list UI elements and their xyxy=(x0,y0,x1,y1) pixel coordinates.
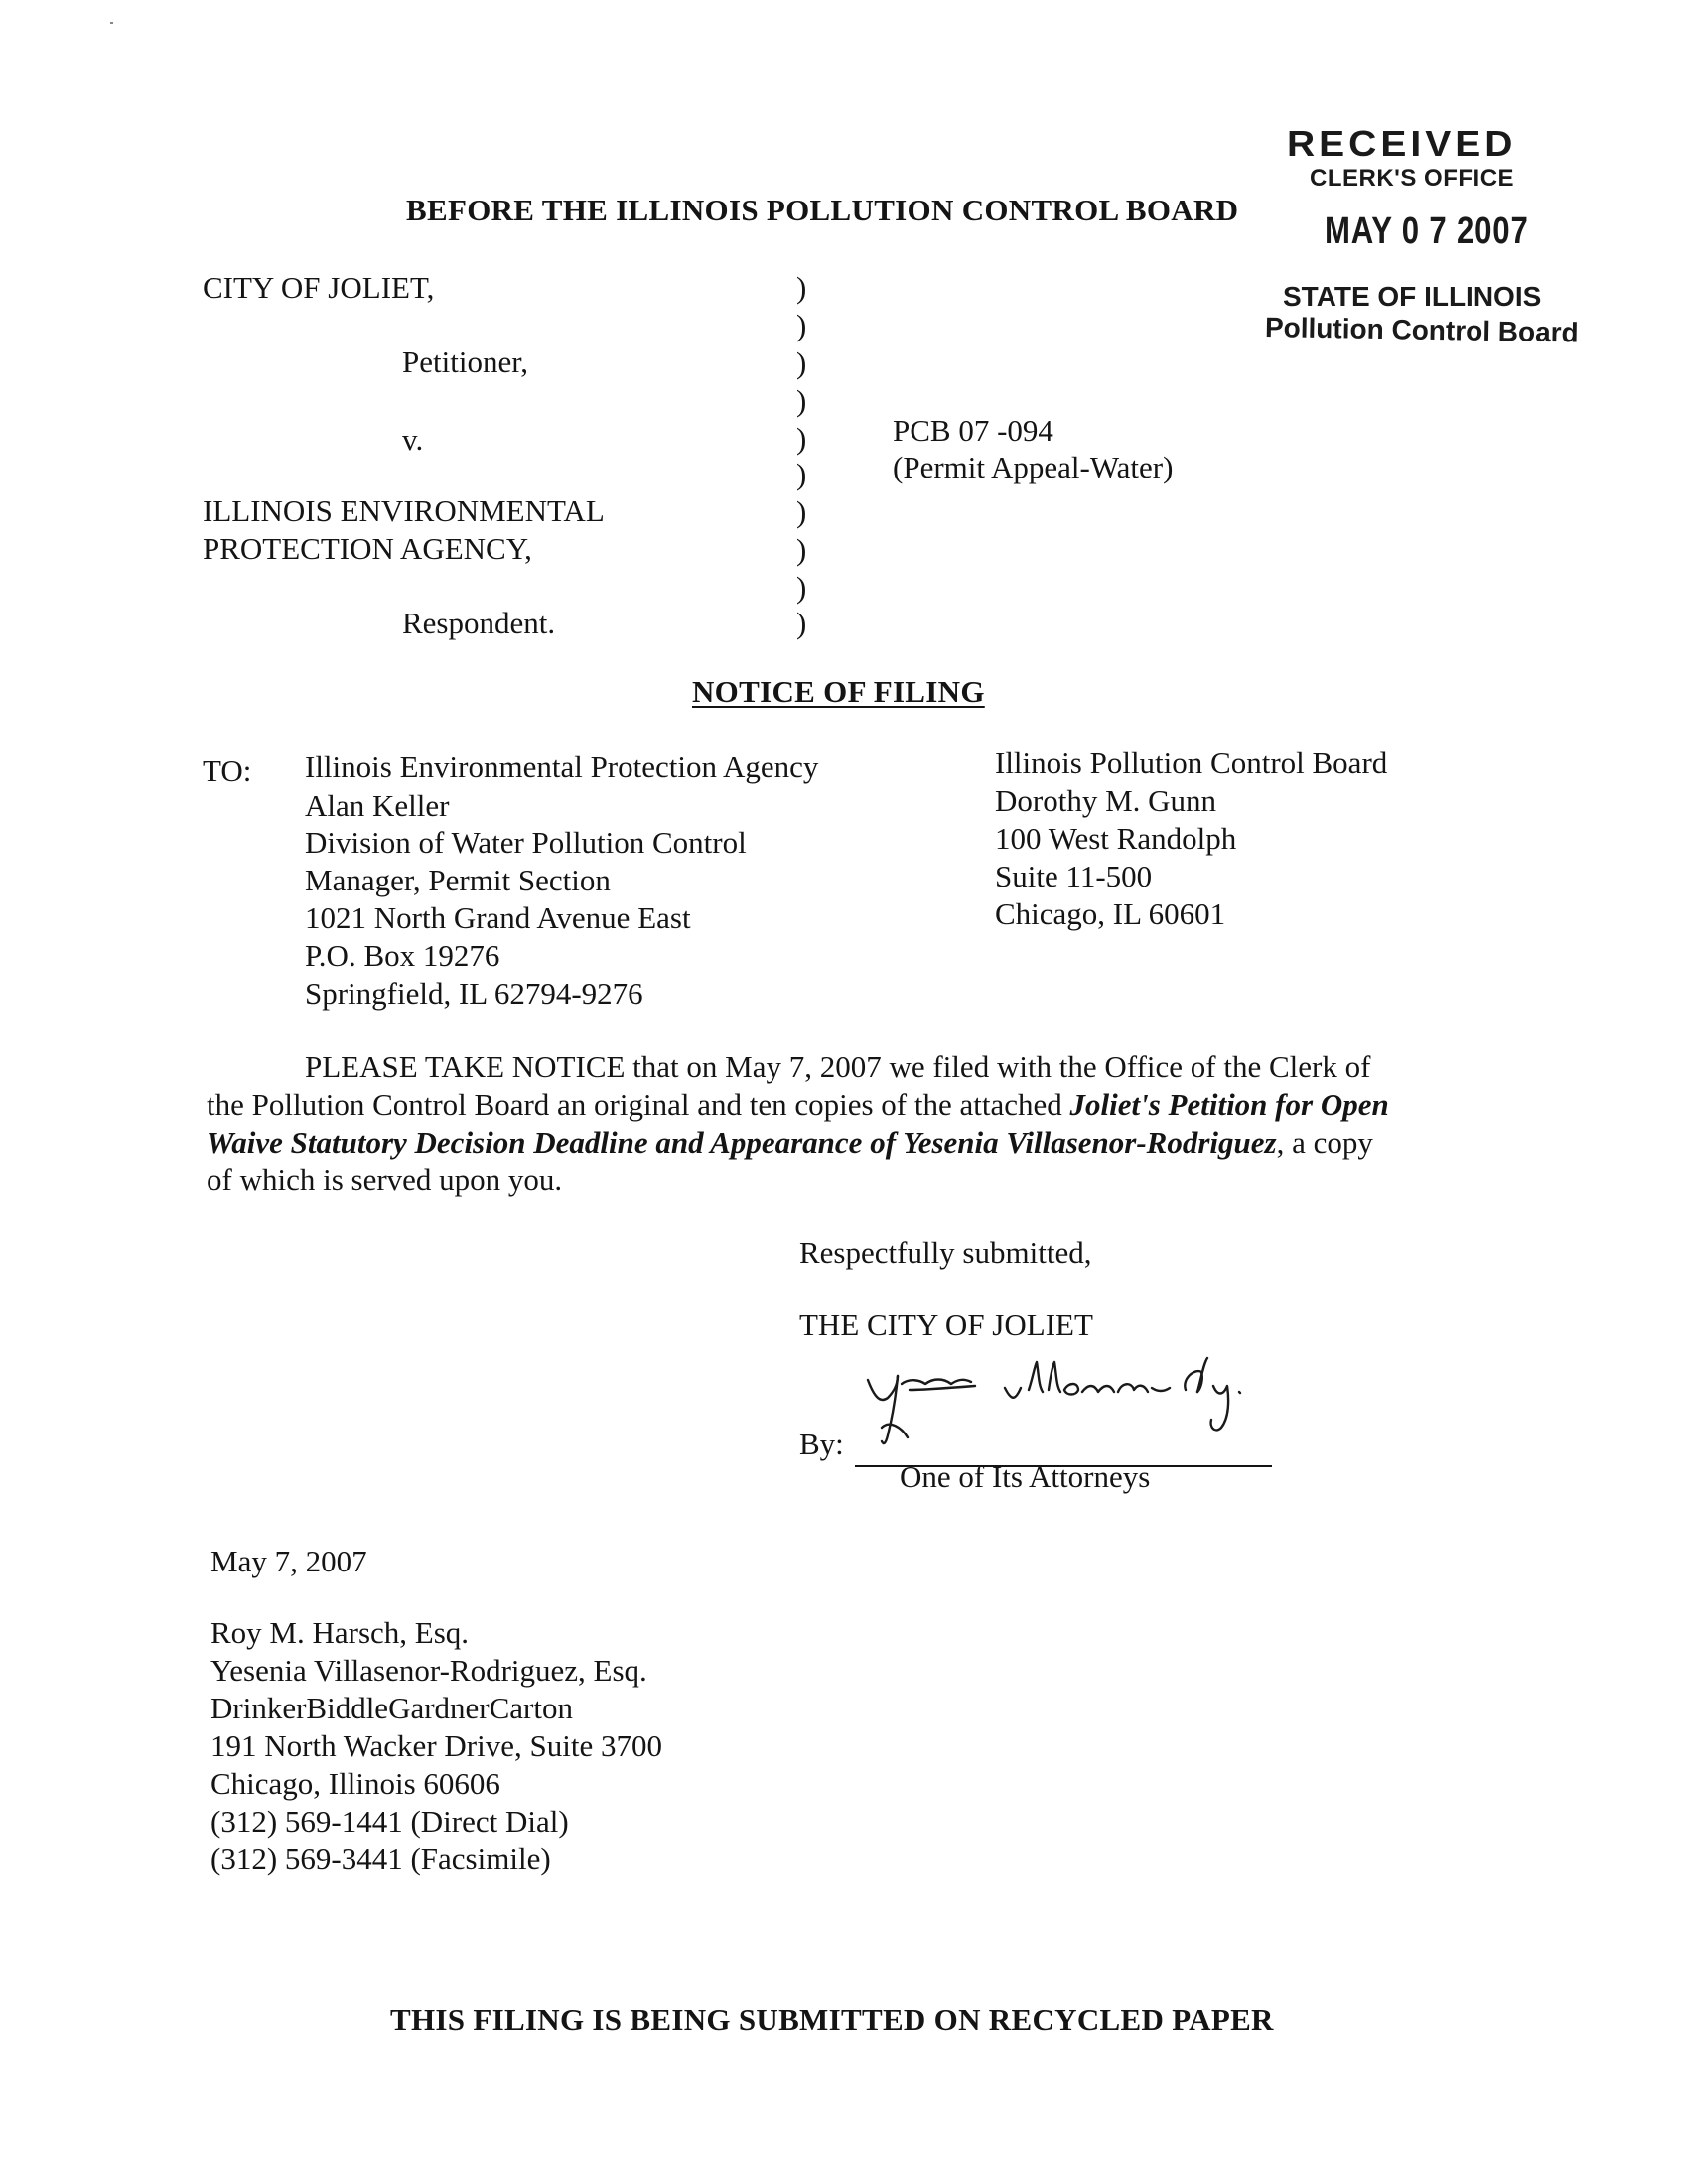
attorney-line: DrinkerBiddleGardnerCarton xyxy=(210,1691,573,1725)
by-label: By: xyxy=(799,1427,844,1461)
recipient-left-line: Illinois Environmental Protection Agency xyxy=(305,750,819,784)
recipient-left-line: Alan Keller xyxy=(305,788,450,823)
attorney-line: (312) 569-3441 (Facsimile) xyxy=(210,1842,551,1876)
case-type: (Permit Appeal-Water) xyxy=(893,450,1174,484)
recipient-right-line: Chicago, IL 60601 xyxy=(995,896,1226,931)
caption-paren: ) xyxy=(796,606,807,640)
petition-title: Joliet's Petition for Open xyxy=(1069,1087,1389,1122)
scan-speck xyxy=(110,22,113,24)
page-title: BEFORE THE ILLINOIS POLLUTION CONTROL BOARD xyxy=(406,193,1239,227)
recycled-paper-notice: THIS FILING IS BEING SUBMITTED ON RECYCLED PAPER xyxy=(390,2002,1274,2037)
caption-paren: ) xyxy=(796,270,807,305)
respondent-role: Respondent. xyxy=(402,606,556,640)
attorney-line: Chicago, Illinois 60606 xyxy=(210,1766,500,1801)
filing-date: May 7, 2007 xyxy=(210,1544,367,1578)
stamp-received: RECEIVED xyxy=(1287,124,1517,165)
caption-paren: ) xyxy=(796,532,807,567)
versus: v. xyxy=(402,422,424,457)
recipient-left-line: P.O. Box 19276 xyxy=(305,938,500,973)
caption-paren: ) xyxy=(796,494,807,529)
stamp-board: Pollution Control Board xyxy=(1264,312,1579,348)
signer-title: One of Its Attorneys xyxy=(900,1459,1151,1494)
recipient-right-line: Suite 11-500 xyxy=(995,859,1153,893)
stamp-clerks-office: CLERK'S OFFICE xyxy=(1310,165,1515,192)
paragraph-line-1: PLEASE TAKE NOTICE that on May 7, 2007 we filed with the Office of the Clerk of xyxy=(305,1049,1371,1084)
attorney-line: Yesenia Villasenor-Rodriguez, Esq. xyxy=(210,1653,647,1688)
caption-paren: ) xyxy=(796,421,807,456)
recipient-left-line: Manager, Permit Section xyxy=(305,863,611,897)
recipient-right-line: Illinois Pollution Control Board xyxy=(995,746,1388,780)
attorney-line: Roy M. Harsch, Esq. xyxy=(210,1615,470,1650)
caption-paren: ) xyxy=(796,570,807,605)
case-number: PCB 07 -094 xyxy=(893,413,1053,448)
petitioner-name: CITY OF JOLIET, xyxy=(203,270,435,305)
paragraph-line-2 xyxy=(207,1086,1389,1124)
handwritten-signature xyxy=(854,1348,1281,1447)
paragraph-line-4: of which is served upon you. xyxy=(207,1162,563,1197)
to-label: TO: xyxy=(203,753,252,788)
paragraph-plain-text: , a copy xyxy=(1276,1125,1373,1160)
caption-paren: ) xyxy=(796,345,807,380)
party-name: THE CITY OF JOLIET xyxy=(799,1307,1093,1342)
caption-paren: ) xyxy=(796,457,807,491)
recipient-left-line: 1021 North Grand Avenue East xyxy=(305,900,691,935)
respondent-line-1: ILLINOIS ENVIRONMENTAL xyxy=(203,493,605,528)
attorney-line: 191 North Wacker Drive, Suite 3700 xyxy=(210,1728,662,1763)
stamp-date: MAY 0 7 2007 xyxy=(1325,210,1529,252)
paragraph-plain-text: the Pollution Control Board an original and ten copies of the attached xyxy=(207,1087,1070,1122)
paragraph-line-3 xyxy=(207,1124,1373,1161)
recipient-left-line: Springfield, IL 62794-9276 xyxy=(305,976,643,1011)
recipient-left-line: Division of Water Pollution Control xyxy=(305,825,747,860)
stamp-state: STATE OF ILLINOIS xyxy=(1283,281,1542,312)
caption-paren: ) xyxy=(796,383,807,418)
recipient-right-line: Dorothy M. Gunn xyxy=(995,783,1217,818)
caption-paren: ) xyxy=(796,308,807,342)
attorney-line: (312) 569-1441 (Direct Dial) xyxy=(210,1804,569,1839)
notice-title: NOTICE OF FILING xyxy=(692,674,985,709)
recipient-right-line: 100 West Randolph xyxy=(995,821,1237,856)
petitioner-role: Petitioner, xyxy=(402,344,529,379)
respondent-line-2: PROTECTION AGENCY, xyxy=(203,531,532,566)
petition-title-continued: Waive Statutory Decision Deadline and Appearance of Yesenia Villasenor-Rodriguez xyxy=(207,1125,1277,1160)
closing: Respectfully submitted, xyxy=(799,1235,1092,1270)
